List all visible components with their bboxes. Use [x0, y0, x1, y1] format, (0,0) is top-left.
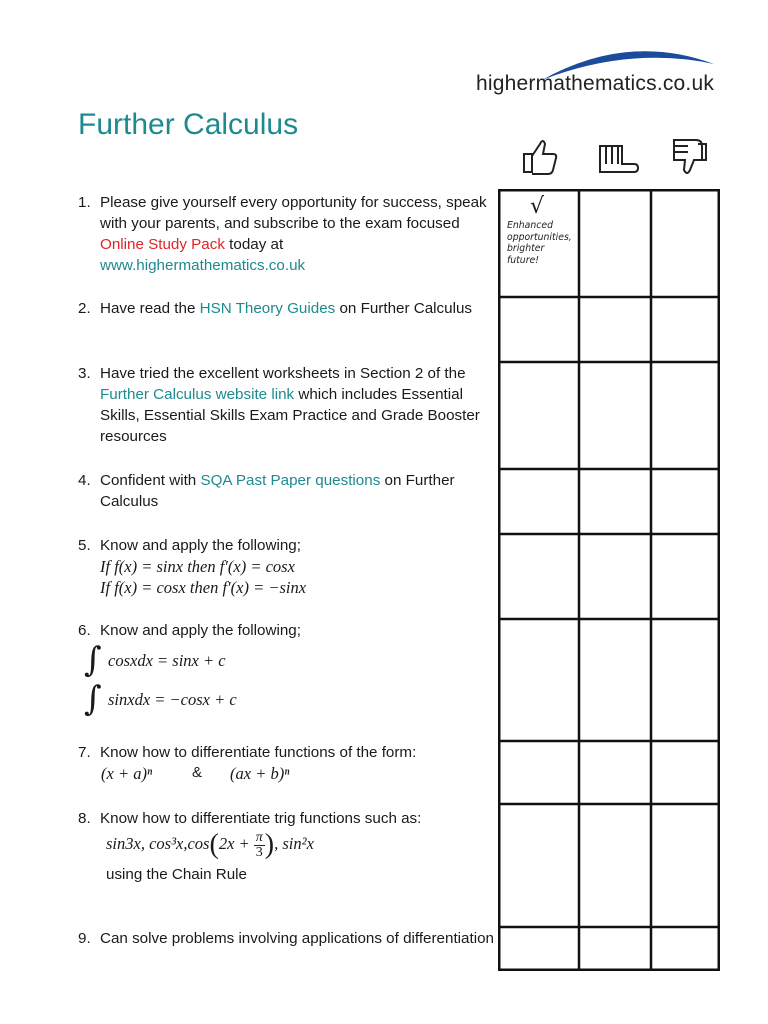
logo-text[interactable]: highermathematics.co.uk [476, 72, 715, 95]
checklist-item-5: 5. Know and apply the following; If f(x) = sinx then f′(x) = cosx If f(x) = cosx then f′(x) = −sinx [78, 535, 496, 598]
chain-rule-note: using the Chain Rule [106, 866, 247, 883]
check-mark: √ [530, 194, 545, 219]
pi-over-3-fraction: $\frac{\pi}{3}$ [255, 829, 263, 860]
thumbs-up-icon [518, 136, 562, 176]
further-calculus-link[interactable]: Further Calculus website link [100, 386, 295, 403]
derivative-cos: If f(x) = cosx then f′(x) = −sinx [100, 578, 307, 597]
derivative-sin: If f(x) = sinx then f′(x) = cosx [100, 557, 295, 576]
page-title: Further Calculus [78, 108, 299, 141]
checklist-item-6: 6. Know and apply the following; [78, 622, 301, 639]
thumb-sideways-icon [596, 136, 640, 176]
checklist-item-4: 4. Confident with SQA Past Paper questions on Further Calculus [78, 472, 455, 510]
checklist-item-7: 7. Know how to differentiate functions of the form: [78, 744, 417, 761]
checklist-item-8: 8. Know how to differentiate trig functions such as: [78, 810, 422, 827]
self-assessment-grid [498, 189, 720, 971]
checklist-item-9: 9. Can solve problems involving applications of differentiation [78, 930, 494, 947]
checklist-item-3: 3. Have tried the excellent worksheets in Section 2 of the Further Calculus website link which includes Essential Skills, Essential Skills Exam Practice and Grade Booster resources [78, 365, 480, 445]
integral-sign-icon: ∫ [84, 679, 102, 719]
thumbs-down-icon [668, 136, 712, 176]
motivation-note: Enhanced opportunities, brighter future! [507, 220, 572, 266]
trig-examples: sin3x, cos³x,cos(2x + $\frac{\pi}{3}$ ), sin²x [106, 829, 314, 861]
function-form-2: (ax + b)ⁿ [230, 764, 290, 783]
website-link[interactable]: www.highermathematics.co.uk [100, 257, 306, 274]
integral-sign-icon: ∫ [84, 640, 102, 680]
integral-cos: cosxdx = sinx + c [108, 651, 226, 670]
checklist-item-1: 1. Please give yourself every opportunity for success, speak with your parents, and subscribe to the exam focused Online Study Pack today at www.highermathematics.co.uk [78, 194, 487, 274]
checklist-item-2: 2. Have read the HSN Theory Guides on Further Calculus [78, 300, 472, 317]
integral-sin: sinxdx = −cosx + c [108, 690, 237, 709]
past-paper-link[interactable]: SQA Past Paper questions [200, 472, 381, 489]
function-form-1: (x + a)ⁿ [101, 764, 153, 783]
online-study-pack-link[interactable]: Online Study Pack [100, 236, 225, 253]
theory-guides-link[interactable]: HSN Theory Guides [199, 300, 336, 317]
ampersand: & [192, 764, 203, 781]
